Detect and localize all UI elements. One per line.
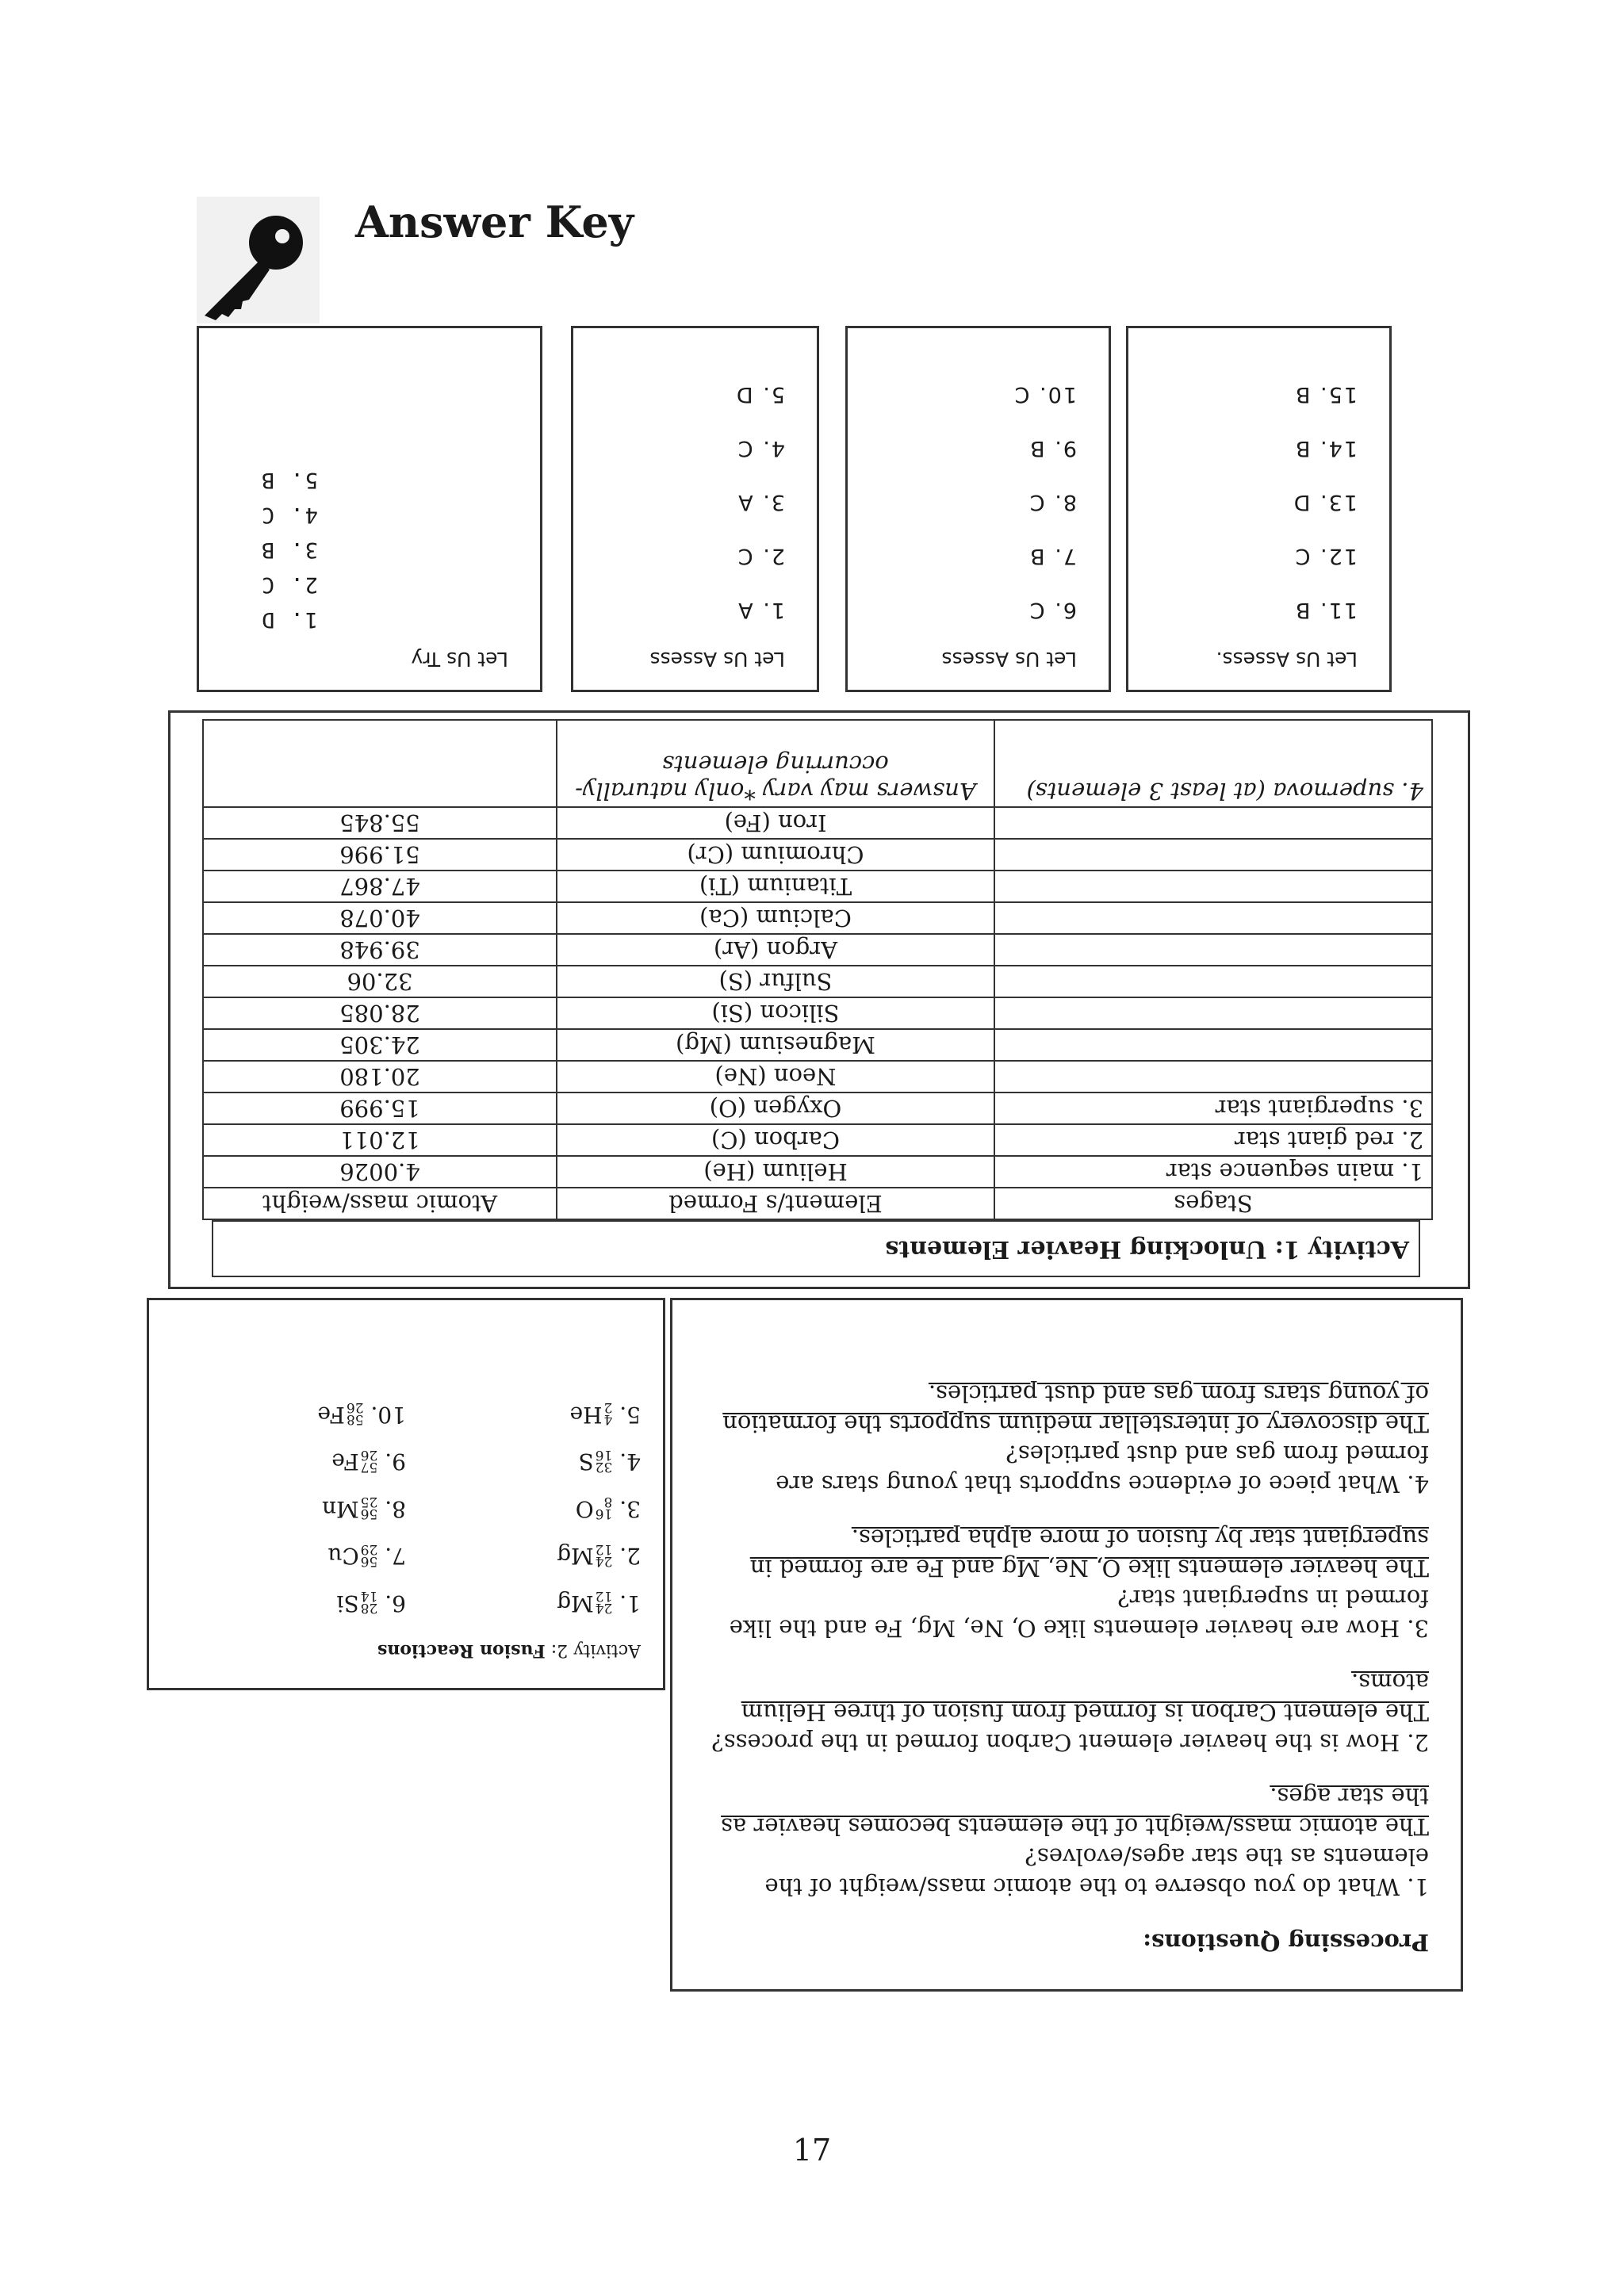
atomic-number: 29 bbox=[360, 1541, 378, 1557]
element-symbol: O bbox=[575, 1496, 594, 1522]
table-cell: 40.078 bbox=[203, 902, 557, 934]
table-cell bbox=[994, 902, 1432, 934]
table-cell: 32.06 bbox=[203, 966, 557, 997]
question-text: 3. How are heavier elements like O, Ne, Mg, Fe and the like formed in supergiant star? bbox=[729, 1585, 1429, 1642]
activity1-section bbox=[168, 710, 1470, 1289]
table-cell: Helium (He) bbox=[557, 1156, 994, 1188]
mass-number: 32 bbox=[595, 1459, 613, 1475]
answer-item: 3. B bbox=[259, 538, 318, 562]
table-cell: 15.999 bbox=[203, 1093, 557, 1124]
element-symbol: Fe bbox=[317, 1402, 345, 1428]
element-symbol: He bbox=[569, 1402, 603, 1428]
mass-number: 16 bbox=[595, 1506, 613, 1522]
answer-item: 9. B bbox=[1028, 436, 1077, 461]
isotope bbox=[317, 1399, 364, 1429]
atomic-number: 12 bbox=[595, 1588, 613, 1605]
question-text: 1. What do you observe to the atomic mass/weight of the elements as the star ages/evolves? bbox=[764, 1843, 1429, 1900]
table-row bbox=[203, 1093, 1432, 1124]
table-row bbox=[203, 1061, 1432, 1093]
fusion-title: Activity 2: Fusion Reactions bbox=[377, 1640, 641, 1661]
answer-item: 1. D bbox=[259, 607, 318, 632]
fusion-number: 7. bbox=[385, 1543, 406, 1570]
nuclide-numbers bbox=[346, 1399, 364, 1428]
mass-number: 4 bbox=[603, 1411, 613, 1428]
answer-text: The heavier elements like O, Ne, Mg and Fe are formed in supergiant star by fusion of more alpha particles. bbox=[749, 1525, 1429, 1582]
table-cell: 1. main sequence star bbox=[994, 1156, 1432, 1188]
answer-item: 11. B bbox=[1293, 598, 1358, 622]
table-cell: 3. supergiant star bbox=[994, 1093, 1432, 1124]
table-cell: 12.011 bbox=[203, 1124, 557, 1156]
table-cell bbox=[994, 966, 1432, 997]
table-cell: Carbon (C) bbox=[557, 1124, 994, 1156]
nuclide-numbers bbox=[595, 1447, 613, 1475]
answer-item: 1. A bbox=[737, 598, 785, 622]
fusion-item bbox=[406, 1590, 641, 1617]
table-cell: Answers may vary *only naturally-occurring elements bbox=[557, 720, 994, 807]
answer-item: 7. B bbox=[1028, 544, 1077, 568]
table-cell: 20.180 bbox=[203, 1061, 557, 1093]
table-cell: 4.0026 bbox=[203, 1156, 557, 1188]
key-logo bbox=[197, 197, 320, 323]
atomic-number: 26 bbox=[360, 1447, 378, 1463]
atomic-number: 26 bbox=[346, 1399, 364, 1416]
fusion-number: 5. bbox=[619, 1402, 641, 1428]
table-row bbox=[203, 966, 1432, 997]
isotope bbox=[322, 1496, 377, 1523]
fusion-item bbox=[406, 1496, 641, 1523]
answer-item: 6. C bbox=[1028, 598, 1077, 622]
table-row bbox=[203, 1124, 1432, 1156]
fusion-item bbox=[171, 1496, 406, 1523]
table-cell: Neon (Ne) bbox=[557, 1061, 994, 1093]
element-symbol: Mn bbox=[322, 1496, 359, 1522]
activity1-title: Activity 1: Unlocking Heavier Elements bbox=[212, 1220, 1420, 1277]
answer-item: 13. D bbox=[1292, 490, 1358, 515]
header-elements: Element/s Formed bbox=[557, 1188, 994, 1219]
table-cell: Oxygen (O) bbox=[557, 1093, 994, 1124]
table-cell bbox=[994, 997, 1432, 1029]
column-heading: Let Us Try bbox=[411, 648, 508, 671]
answer-item: 5. D bbox=[734, 382, 785, 407]
fusion-item bbox=[171, 1448, 406, 1475]
isotope bbox=[331, 1448, 377, 1475]
answer-column-assess-1 bbox=[571, 326, 819, 692]
processing-item bbox=[704, 1523, 1429, 1644]
answer-column-assess-2 bbox=[845, 326, 1111, 692]
table-cell: Iron (Fe) bbox=[557, 807, 994, 839]
fusion-item bbox=[171, 1543, 406, 1570]
mass-number: 58 bbox=[346, 1411, 364, 1428]
table-row bbox=[203, 1029, 1432, 1061]
table-cell bbox=[203, 720, 557, 807]
table-cell: Chromium (Cr) bbox=[557, 839, 994, 871]
atomic-number: 25 bbox=[360, 1494, 378, 1510]
table-cell: 47.867 bbox=[203, 871, 557, 902]
table-row bbox=[203, 902, 1432, 934]
processing-title: Processing Questions: bbox=[1143, 1929, 1429, 1956]
fusion-item bbox=[171, 1399, 406, 1429]
nuclide-numbers bbox=[361, 1496, 378, 1520]
nuclide-numbers bbox=[361, 1543, 378, 1567]
answer-item: 5. B bbox=[259, 468, 318, 492]
question-text: 4. What piece of evidence supports that young stars are formed from gas and dust particles? bbox=[776, 1441, 1429, 1498]
table-row bbox=[203, 934, 1432, 966]
element-symbol: Mg bbox=[557, 1590, 594, 1617]
fusion-reactions bbox=[147, 1298, 665, 1690]
atomic-number: 2 bbox=[603, 1399, 613, 1416]
fusion-number: 8. bbox=[385, 1496, 406, 1522]
processing-item bbox=[704, 1379, 1429, 1499]
element-symbol: Cu bbox=[327, 1543, 359, 1570]
mass-number: 56 bbox=[360, 1553, 378, 1569]
answer-item: 4. C bbox=[736, 436, 785, 461]
answer-item: 4. C bbox=[259, 503, 318, 527]
isotope bbox=[569, 1399, 613, 1429]
column-heading: Let Us Assess. bbox=[1216, 648, 1358, 671]
table-header-row bbox=[203, 1188, 1432, 1219]
nuclide-numbers bbox=[603, 1399, 613, 1428]
fusion-number: 1. bbox=[619, 1590, 641, 1617]
isotope bbox=[557, 1590, 612, 1617]
answer-item: 2. C bbox=[736, 544, 785, 568]
fusion-item bbox=[406, 1448, 641, 1475]
fusion-number: 3. bbox=[619, 1496, 641, 1522]
element-symbol: S bbox=[578, 1448, 594, 1475]
table-cell: Silicon (Si) bbox=[557, 997, 994, 1029]
answer-item: 12. C bbox=[1293, 544, 1358, 568]
table-cell: 39.948 bbox=[203, 934, 557, 966]
table-cell: 24.305 bbox=[203, 1029, 557, 1061]
mass-number: 56 bbox=[360, 1506, 378, 1522]
table-cell: 55.845 bbox=[203, 807, 557, 839]
element-symbol: Fe bbox=[331, 1448, 359, 1475]
mass-number: 57 bbox=[360, 1459, 378, 1475]
nuclide-numbers bbox=[596, 1543, 613, 1567]
nuclide-numbers bbox=[360, 1447, 378, 1475]
header-stages: Stages bbox=[994, 1188, 1432, 1219]
processing-questions bbox=[670, 1298, 1463, 1992]
isotope bbox=[579, 1448, 613, 1475]
nuclide-numbers bbox=[596, 1496, 613, 1520]
fusion-number: 10. bbox=[370, 1402, 406, 1428]
table-row bbox=[203, 720, 1432, 807]
answer-item: 2. C bbox=[259, 572, 318, 597]
answer-item: 10. C bbox=[1013, 382, 1077, 407]
element-symbol: Si bbox=[336, 1590, 359, 1617]
header-mass: Atomic mass/weight bbox=[203, 1188, 557, 1219]
nuclide-numbers bbox=[595, 1588, 613, 1617]
fusion-number: 4. bbox=[619, 1448, 641, 1475]
mass-number: 24 bbox=[595, 1553, 613, 1569]
column-heading: Let Us Assess bbox=[941, 648, 1077, 671]
atomic-number: 16 bbox=[595, 1447, 613, 1463]
isotope bbox=[576, 1496, 613, 1523]
atomic-number: 8 bbox=[603, 1494, 613, 1510]
table-cell bbox=[994, 1029, 1432, 1061]
table-cell: 28.085 bbox=[203, 997, 557, 1029]
column-heading: Let Us Assess bbox=[649, 648, 785, 671]
answer-column-assess-3 bbox=[1126, 326, 1392, 692]
table-cell: Titanium (Ti) bbox=[557, 871, 994, 902]
table-cell: Argon (Ar) bbox=[557, 934, 994, 966]
page-title: Answer Key bbox=[355, 197, 634, 247]
table-row bbox=[203, 997, 1432, 1029]
table-row bbox=[203, 839, 1432, 871]
fusion-number: 9. bbox=[385, 1448, 406, 1475]
answer-item: 14. B bbox=[1293, 436, 1358, 461]
table-cell bbox=[994, 807, 1432, 839]
element-symbol: Mg bbox=[557, 1543, 594, 1570]
processing-item bbox=[704, 1781, 1429, 1902]
fusion-item bbox=[171, 1590, 406, 1617]
elements-table bbox=[202, 719, 1433, 1220]
table-cell bbox=[994, 1061, 1432, 1093]
table-row bbox=[203, 1156, 1432, 1188]
page-number: 17 bbox=[792, 2133, 832, 2168]
isotope bbox=[337, 1590, 378, 1617]
table-cell: 4. supernova (at least 3 elements) bbox=[994, 720, 1432, 807]
answer-text: The discovery of interstellar medium supports the formation of young stars from gas and dust particles. bbox=[722, 1380, 1429, 1437]
answer-text: The element Carbon is formed from fusion of three Helium atoms. bbox=[741, 1669, 1429, 1726]
isotope bbox=[327, 1543, 377, 1570]
fusion-number: 6. bbox=[385, 1590, 406, 1617]
key-icon bbox=[197, 197, 320, 323]
atomic-number: 12 bbox=[595, 1541, 613, 1557]
table-cell bbox=[994, 934, 1432, 966]
isotope bbox=[557, 1543, 612, 1570]
table-row bbox=[203, 807, 1432, 839]
atomic-number: 14 bbox=[360, 1588, 378, 1605]
table-cell: Calcium (Ca) bbox=[557, 902, 994, 934]
answer-text: The atomic mass/weight of the elements becomes heavier as the star ages. bbox=[721, 1783, 1429, 1840]
table-cell: 2. red giant star bbox=[994, 1124, 1432, 1156]
answer-item: 15. B bbox=[1293, 382, 1358, 407]
answer-item: 8. C bbox=[1028, 490, 1077, 515]
fusion-item bbox=[406, 1543, 641, 1570]
answer-item: 3. A bbox=[737, 490, 785, 515]
table-cell: Sulfur (S) bbox=[557, 966, 994, 997]
fusion-number: 2. bbox=[619, 1543, 641, 1570]
table-cell bbox=[994, 839, 1432, 871]
processing-item bbox=[704, 1667, 1429, 1758]
table-cell: Magnesium (Mg) bbox=[557, 1029, 994, 1061]
table-cell bbox=[994, 871, 1432, 902]
table-cell: 51.996 bbox=[203, 839, 557, 871]
mass-number: 24 bbox=[595, 1600, 613, 1617]
mass-number: 28 bbox=[360, 1600, 378, 1617]
table-row bbox=[203, 871, 1432, 902]
nuclide-numbers bbox=[360, 1588, 378, 1617]
question-text: 2. How is the heavier element Carbon formed in the process? bbox=[711, 1729, 1429, 1756]
answer-column-let-us-try bbox=[197, 326, 542, 692]
fusion-item bbox=[406, 1399, 641, 1429]
